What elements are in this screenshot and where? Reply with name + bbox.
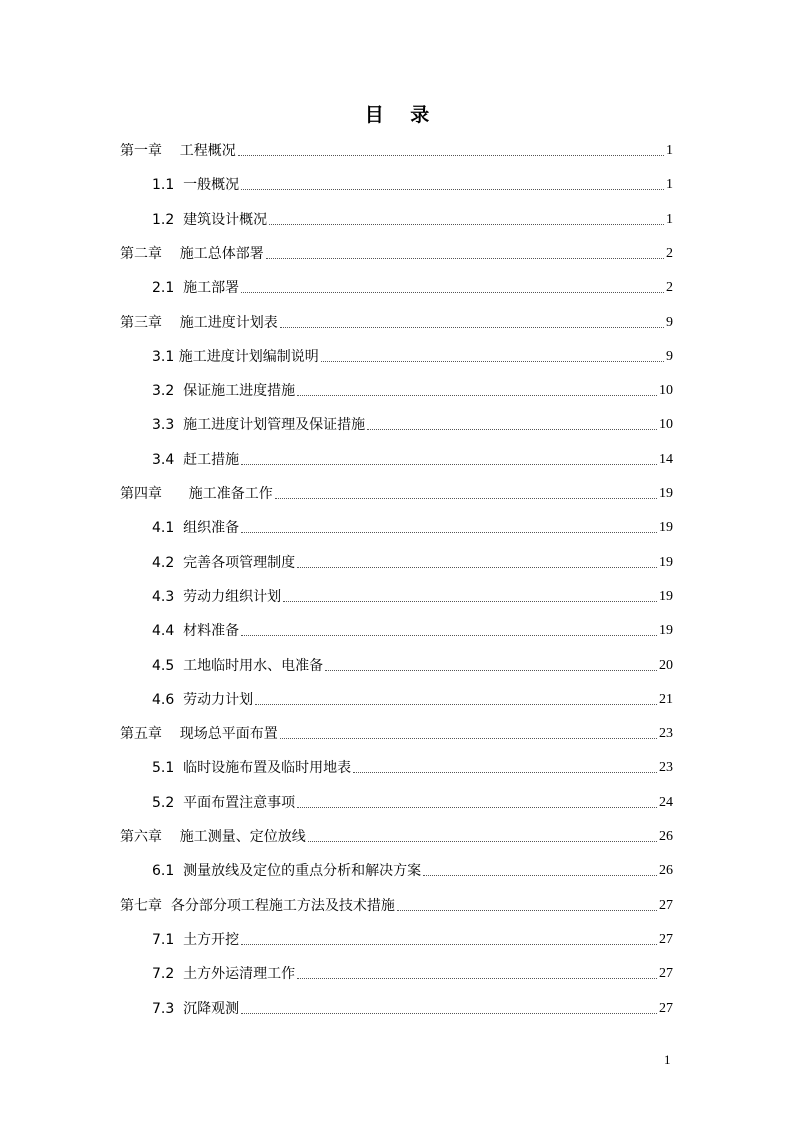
toc-entry-page-number: 23 <box>659 726 673 742</box>
toc-entry-label: 4.5 工地临时用水、电准备 <box>152 657 324 674</box>
toc-dot-leader <box>397 910 657 911</box>
toc-section-entry[interactable] <box>152 651 673 675</box>
toc-entry-page-number: 24 <box>659 794 673 810</box>
toc-entry-label: 7.1 土方开挖 <box>152 931 240 948</box>
toc-section-entry[interactable] <box>152 856 673 880</box>
toc-entry-label: 第四章 施工准备工作 <box>120 486 273 502</box>
toc-entry-page-number: 2 <box>666 280 673 296</box>
toc-dot-leader <box>241 532 657 533</box>
toc-entry-label: 3.3 施工进度计划管理及保证措施 <box>152 417 366 434</box>
toc-entry-label: 4.4 材料准备 <box>152 623 240 640</box>
toc-section-entry[interactable] <box>152 445 673 469</box>
toc-entry-label: 1.2 建筑设计概况 <box>152 211 268 228</box>
toc-entry-label: 3.1 施工进度计划编制说明 <box>152 348 319 365</box>
toc-section-entry[interactable] <box>152 994 673 1018</box>
toc-entry-label: 第二章 施工总体部署 <box>120 245 264 262</box>
toc-section-entry[interactable] <box>152 376 673 400</box>
toc-entry-label: 第一章 工程概况 <box>120 143 236 159</box>
toc-section-entry[interactable] <box>152 788 673 812</box>
toc-dot-leader <box>321 361 664 362</box>
toc-entry-page-number: 2 <box>666 245 673 261</box>
toc-section-entry[interactable] <box>152 410 673 434</box>
toc-dot-leader <box>269 224 664 225</box>
toc-section-entry[interactable] <box>152 205 673 229</box>
toc-entry-label: 第五章 现场总平面布置 <box>120 726 278 743</box>
page-number-footer: 1 <box>664 1052 671 1067</box>
toc-dot-leader <box>241 292 664 293</box>
toc-dot-leader <box>308 841 657 842</box>
toc-entry-label: 4.1 组织准备 <box>152 520 240 537</box>
toc-entry-label: 6.1 测量放线及定位的重点分析和解决方案 <box>152 863 422 880</box>
toc-entry-page-number: 19 <box>659 588 673 604</box>
toc-section-entry[interactable] <box>152 959 673 983</box>
toc-chapter-entry[interactable] <box>120 479 673 503</box>
toc-entry-label: 4.3 劳动力组织计划 <box>152 588 282 605</box>
toc-dot-leader <box>241 944 657 945</box>
toc-entry-page-number: 10 <box>659 417 673 433</box>
toc-entry-page-number: 23 <box>659 760 673 776</box>
toc-entry-label: 第六章 施工测量、定位放线 <box>120 829 306 845</box>
toc-dot-leader <box>241 635 657 636</box>
toc-section-entry[interactable] <box>152 273 673 297</box>
toc-entry-page-number: 1 <box>666 211 673 227</box>
toc-section-entry[interactable] <box>152 925 673 949</box>
toc-entry-label: 第三章 施工进度计划表 <box>120 314 278 331</box>
toc-entry-page-number: 1 <box>666 143 673 158</box>
toc-chapter-entry[interactable] <box>120 239 673 263</box>
toc-entry-page-number: 19 <box>659 520 673 536</box>
toc-entry-page-number: 27 <box>659 897 673 913</box>
toc-dot-leader <box>241 464 657 465</box>
toc-entry-label: 第七章 各分部分项工程施工方法及技术措施 <box>120 897 395 914</box>
toc-chapter-entry[interactable] <box>120 822 673 846</box>
toc-dot-leader <box>353 772 657 773</box>
toc-entry-label: 5.1 临时设施布置及临时用地表 <box>152 760 352 777</box>
toc-entry-page-number: 14 <box>659 451 673 467</box>
toc-dot-leader <box>255 704 657 705</box>
toc-dot-leader <box>325 670 657 671</box>
toc-dot-leader <box>241 1013 657 1014</box>
toc-chapter-entry[interactable] <box>120 308 673 332</box>
toc-chapter-entry[interactable] <box>120 891 673 915</box>
toc-dot-leader <box>297 807 657 808</box>
toc-section-entry[interactable] <box>152 582 673 606</box>
toc-dot-leader <box>367 429 657 430</box>
toc-entry-page-number: 1 <box>666 177 673 193</box>
toc-entry-label: 5.2 平面布置注意事项 <box>152 794 296 811</box>
toc-section-entry[interactable] <box>152 753 673 777</box>
toc-entry-label: 4.6 劳动力计划 <box>152 691 254 708</box>
toc-section-entry[interactable] <box>152 342 673 366</box>
toc-title: 目 录 <box>364 104 430 126</box>
toc-entry-label: 4.2 完善各项管理制度 <box>152 554 296 571</box>
toc-dot-leader <box>283 601 657 602</box>
toc-dot-leader <box>280 327 664 328</box>
toc-entry-page-number: 19 <box>659 486 673 501</box>
toc-section-entry[interactable] <box>152 616 673 640</box>
toc-entry-page-number: 9 <box>666 348 673 364</box>
toc-entry-page-number: 27 <box>659 931 673 947</box>
toc-entry-page-number: 27 <box>659 1000 673 1016</box>
toc-entry-label: 3.2 保证施工进度措施 <box>152 383 296 400</box>
toc-entry-page-number: 9 <box>666 314 673 330</box>
toc-chapter-entry[interactable] <box>120 719 673 743</box>
toc-dot-leader <box>297 978 657 979</box>
toc-dot-leader <box>238 155 664 156</box>
toc-chapter-entry[interactable] <box>120 136 673 160</box>
toc-dot-leader <box>275 498 657 499</box>
toc-entry-page-number: 21 <box>659 691 673 707</box>
toc-entry-page-number: 20 <box>659 657 673 673</box>
toc-dot-leader <box>266 258 664 259</box>
toc-entry-label: 7.3 沉降观测 <box>152 1000 240 1017</box>
toc-entry-label: 3.4 赶工措施 <box>152 451 240 468</box>
toc-entry-label: 7.2 土方外运清理工作 <box>152 966 296 983</box>
toc-dot-leader <box>297 395 657 396</box>
toc-entry-page-number: 19 <box>659 554 673 570</box>
toc-entry-page-number: 27 <box>659 966 673 982</box>
toc-dot-leader <box>241 189 664 190</box>
toc-entry-page-number: 26 <box>659 863 673 879</box>
toc-entry-page-number: 26 <box>659 829 673 844</box>
toc-section-entry[interactable] <box>152 685 673 709</box>
toc-section-entry[interactable] <box>152 170 673 194</box>
toc-dot-leader <box>423 875 657 876</box>
toc-dot-leader <box>280 738 657 739</box>
toc-entry-label: 1.1 一般概况 <box>152 177 240 194</box>
toc-section-entry[interactable] <box>152 513 673 537</box>
toc-dot-leader <box>297 567 657 568</box>
toc-entry-label: 2.1 施工部署 <box>152 280 240 297</box>
toc-entry-page-number: 19 <box>659 623 673 639</box>
toc-section-entry[interactable] <box>152 548 673 572</box>
toc-entry-page-number: 10 <box>659 383 673 399</box>
